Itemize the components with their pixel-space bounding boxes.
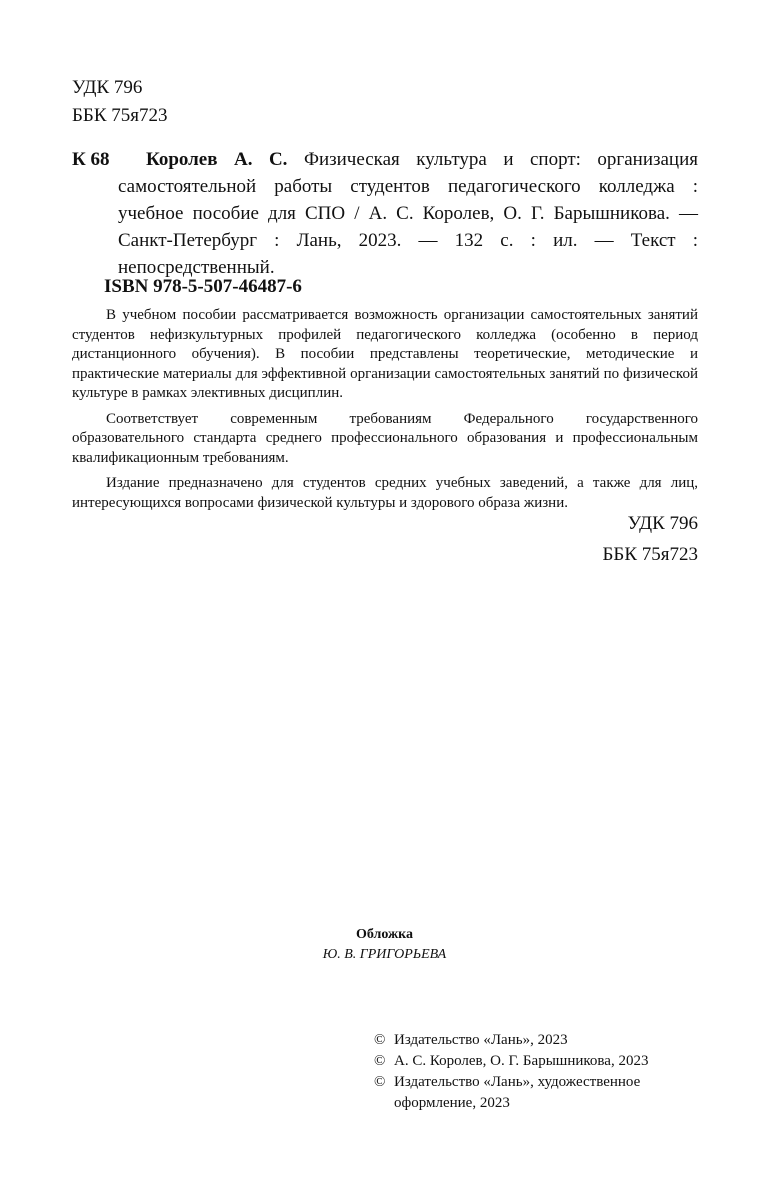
entry-author: Королев А. С. xyxy=(146,149,288,170)
copyright-block xyxy=(374,1030,714,1114)
bbk-code: ББК 75я723 xyxy=(72,105,168,126)
copyright-icon: © xyxy=(374,1053,386,1069)
cover-credit xyxy=(0,925,769,965)
cover-label: Обложка xyxy=(355,927,414,942)
udk-code: УДК 796 xyxy=(627,513,698,534)
copyright-line: © Издательство «Лань», художественное xyxy=(374,1072,714,1093)
bibliographic-entry xyxy=(72,146,698,281)
copyright-line: © А. С. Королев, О. Г. Барышникова, 2023 xyxy=(374,1051,714,1072)
copyright-icon: © xyxy=(374,1032,386,1048)
entry-text: Физическая культура и спорт: организация самостоятельной работы студентов педагогического колледжа : учебное пособие для СПО / А. С. Королев, О. Г. Барышникова. — Санкт-Петербург : Лань, 2023. — 132 с. : ил. — Текст : непосредственный. xyxy=(118,149,698,278)
bbk-code: ББК 75я723 xyxy=(602,544,698,565)
annotation-paragraph: В учебном пособии рассматривается возможность организации самостоятельных занятий студентов нефизкультурных профилей педагогического колледжа (особенно в период дистанционного обучения). В пособии представлены теоретические, методические и практические материалы для эффективной организации самостоятельных занятий по физической культуре в рамках элективных дисциплин. xyxy=(72,307,698,401)
author-mark: К 68 xyxy=(72,149,110,170)
annotation xyxy=(72,306,698,519)
annotation-paragraph: Соответствует современным требованиям Федерального государственного образовательного стандарта среднего профессионального образования и профессиональным квалификационным требованиям. xyxy=(72,410,698,466)
copyright-line-continuation: оформление, 2023 xyxy=(394,1095,510,1111)
udk-code: УДК 796 xyxy=(72,77,143,98)
isbn: ISBN 978-5-507-46487-6 xyxy=(104,276,302,297)
copyright-icon: © xyxy=(374,1074,386,1090)
annotation-paragraph: Издание предназначено для студентов средних учебных заведений, а также для лиц, интересующихся вопросами физической культуры и здорового образа жизни. xyxy=(72,475,698,511)
classification-bottom xyxy=(603,508,698,570)
classification-top xyxy=(72,74,167,130)
copyright-line: © Издательство «Лань», 2023 xyxy=(374,1030,714,1051)
cover-designer: Ю. В. ГРИГОРЬЕВА xyxy=(322,947,447,962)
bibliographic-description xyxy=(118,146,698,281)
